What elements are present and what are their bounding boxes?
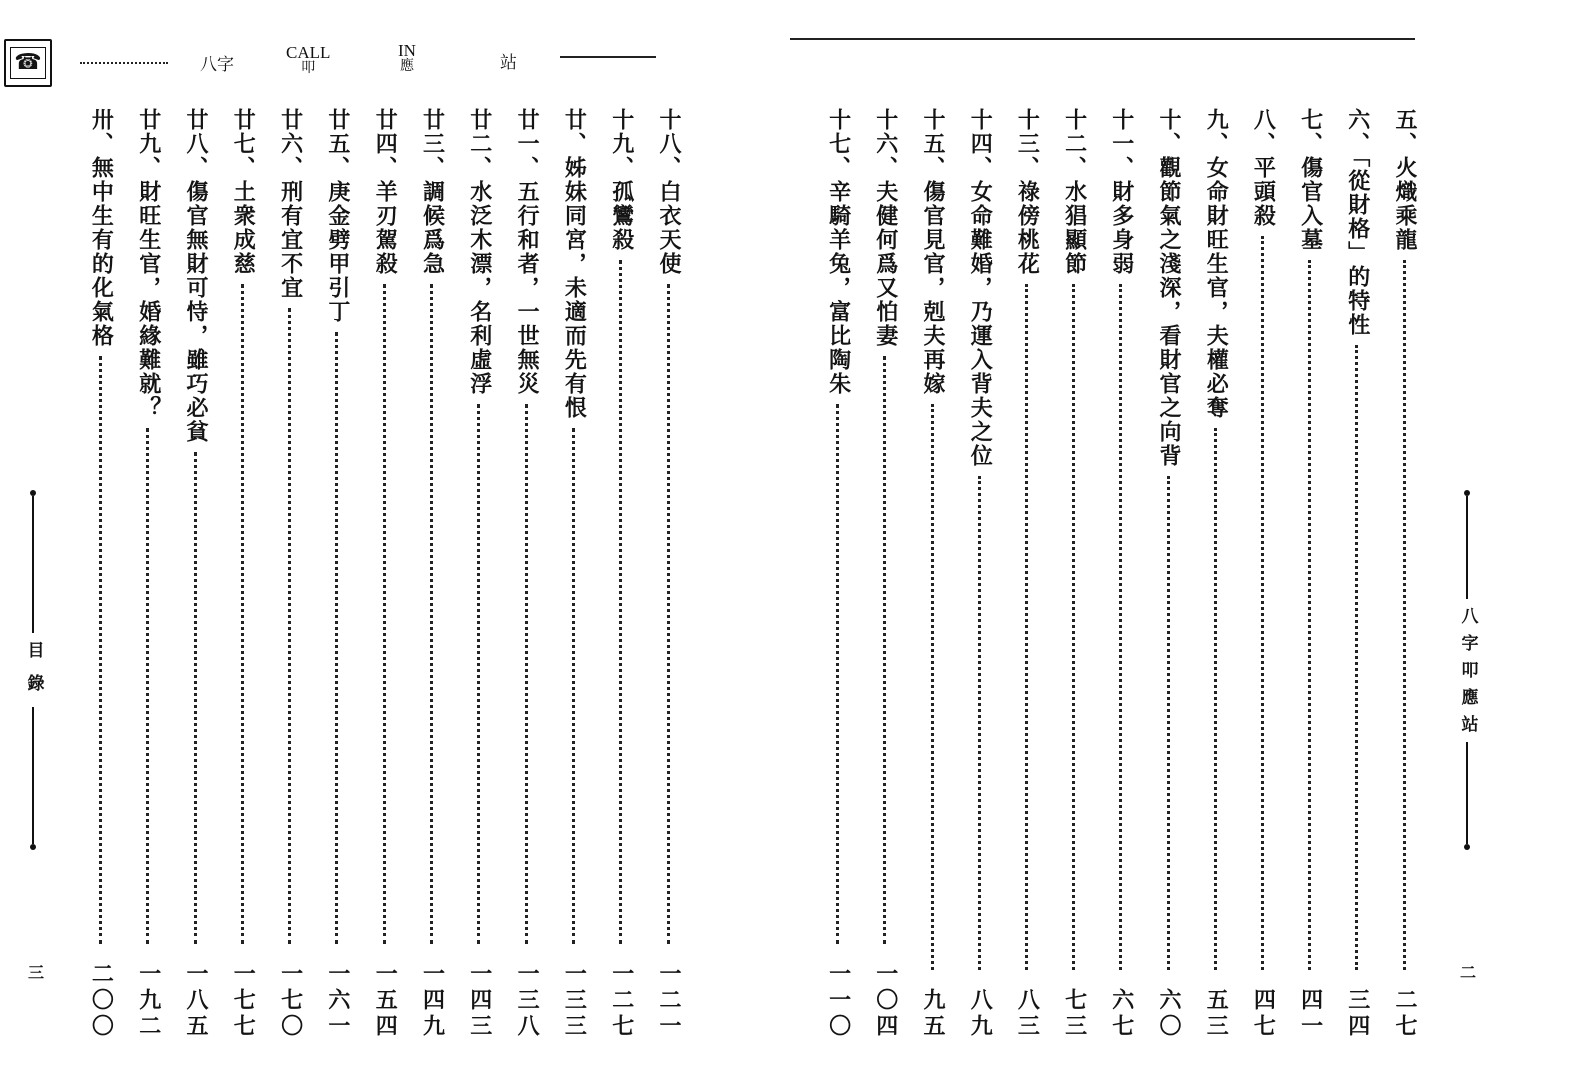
toc-entry: [508, 108, 544, 1040]
toc-entry: [603, 108, 639, 1040]
toc-dot-leader: [525, 404, 528, 944]
toc-entry: [366, 108, 402, 1040]
toc-entry-title: 十五、傷官見官，剋夫再嫁: [920, 108, 945, 396]
toc-entry-title: 廿七、土衆成慈: [230, 108, 256, 276]
toc-entry-title: 廿五、庚金劈甲引丁: [324, 108, 350, 324]
header-book-title: 八字: [200, 55, 234, 75]
header-station: 站: [500, 53, 517, 73]
toc-dot-leader: [1403, 260, 1406, 970]
toc-dot-leader: [931, 404, 934, 970]
toc-entry-page: 一六一: [324, 962, 350, 1040]
toc-entry-page: 一三八: [514, 962, 540, 1040]
toc-entry-title: 卅、無中生有的化氣格: [88, 108, 114, 348]
toc-entry-title: 十三、祿傍桃花: [1014, 108, 1040, 276]
toc-entry-page: 一一〇: [825, 962, 851, 1040]
toc-entry-title: 十六、夫健何爲又怕妻: [872, 108, 898, 348]
toc-entry-title: 八、平頭殺: [1250, 108, 1276, 228]
header-in-word: IN: [398, 41, 416, 60]
toc-entry: [1197, 108, 1233, 1040]
header-call-sub: 叩: [301, 61, 316, 76]
toc-dot-leader: [335, 332, 338, 944]
toc-entry-title: 廿八、傷官無財可恃，雖巧必貧: [183, 108, 208, 444]
toc-entry: [272, 108, 308, 1040]
toc-entry: [961, 108, 997, 1040]
toc-entry-page: 二七: [1392, 988, 1417, 1040]
toc-dot-leader: [572, 428, 575, 944]
toc-dot-leader: [477, 404, 480, 944]
toc-entry-title: 廿四、羊刃駕殺: [372, 108, 398, 276]
toc-entry-title: 十八、白衣天使: [656, 108, 681, 276]
toc-entry: [82, 108, 118, 1040]
toc-entry: [224, 108, 260, 1040]
toc-dot-leader: [1119, 284, 1122, 970]
toc-entry-page: 七三: [1061, 988, 1087, 1040]
toc-entry-page: 八三: [1014, 988, 1040, 1040]
left-side-label: [23, 490, 43, 850]
toc-entry-page: 一二一: [656, 962, 681, 1040]
page-number: 二: [1460, 963, 1477, 982]
toc-entry-title: 廿九、財旺生官，婚緣難就？: [135, 108, 161, 420]
side-label-text: 目錄: [23, 641, 44, 707]
toc-dot-leader: [1167, 476, 1170, 970]
toc-dot-leader: [1072, 284, 1075, 970]
toc-entry: [1339, 108, 1375, 1040]
toc-entry-title: 十九、孤鸞殺: [608, 108, 634, 252]
toc-entry-page: 一四九: [419, 962, 445, 1040]
toc-entry-title: 十、觀節氣之淺深，看財官之向背: [1156, 108, 1181, 468]
toc-entry: [820, 108, 856, 1040]
toc-dot-leader: [1308, 260, 1311, 970]
toc-dot-leader: [1355, 345, 1358, 970]
toc-entry-page: 一三三: [561, 962, 587, 1040]
toc-dot-leader: [1261, 236, 1264, 970]
right-side-label: [1457, 490, 1477, 850]
header-call: [286, 44, 330, 76]
header-call-word: CALL: [286, 43, 331, 62]
header-in-sub: 應: [399, 59, 414, 74]
toc-entry-title: 廿六、刑有宜不宜: [277, 108, 303, 300]
toc-dot-leader: [1025, 284, 1028, 970]
toc-entry: [1244, 108, 1280, 1040]
toc-entry-title: 廿二、水泛木漂，名利虛浮: [466, 108, 492, 396]
header-in: [398, 42, 416, 74]
toc-entry-title: 九、女命財旺生官，夫權必奪: [1203, 108, 1229, 420]
right-header-rule: [790, 38, 1415, 40]
toc-entry-page: 五三: [1203, 988, 1229, 1040]
toc-dot-leader: [883, 356, 886, 944]
toc-entry: [1103, 108, 1139, 1040]
header-dotted-rule: [80, 62, 168, 64]
toc-entry: [414, 108, 450, 1040]
toc-entry-title: 廿一、五行和者，一世無災: [514, 108, 540, 396]
toc-dot-leader: [667, 284, 670, 944]
toc-entry: [650, 108, 686, 1040]
left-page: [0, 0, 760, 1085]
toc-entry: [1292, 108, 1328, 1040]
toc-entry-title: 十二、水猖顯節: [1061, 108, 1087, 276]
toc-entry: [1008, 108, 1044, 1040]
toc-dot-leader: [619, 260, 622, 944]
toc-entry: [555, 108, 591, 1040]
toc-entry: [1150, 108, 1186, 1040]
toc-dot-leader: [99, 356, 102, 944]
toc-entry-page: 一七七: [230, 962, 256, 1040]
page-number: 三: [28, 963, 45, 982]
toc-entry-page: 九五: [920, 988, 945, 1040]
toc-entry-title: 五、火熾乘龍: [1392, 108, 1417, 252]
toc-entry-page: 四七: [1250, 988, 1276, 1040]
header-solid-rule: [560, 56, 656, 58]
toc-dot-leader: [430, 284, 433, 944]
toc-entry-page: 一四三: [466, 962, 492, 1040]
toc-entry: [1056, 108, 1092, 1040]
toc-entry-page: 四一: [1297, 988, 1323, 1040]
phone-badge: [4, 39, 52, 87]
toc-entry: [914, 108, 950, 1040]
toc-entry-title: 廿、姊妹同宮，未適而先有恨: [561, 108, 587, 420]
phone-icon: ☎: [10, 47, 46, 79]
toc-entry: [461, 108, 497, 1040]
toc-dot-leader: [241, 284, 244, 944]
toc-entry-title: 十一、財多身弱: [1108, 108, 1134, 276]
toc-entry: [867, 108, 903, 1040]
toc-entry-page: 六〇: [1156, 988, 1181, 1040]
toc-dot-leader: [978, 476, 981, 970]
toc-dot-leader: [1214, 428, 1217, 970]
toc-entry: [319, 108, 355, 1040]
toc-entry: [1386, 108, 1422, 1040]
toc-entry-page: 一九二: [135, 962, 161, 1040]
toc-dot-leader: [383, 284, 386, 944]
toc-entry-title: 七、傷官入墓: [1297, 108, 1323, 252]
toc-entry-page: 一〇四: [872, 962, 898, 1040]
toc-entry-title: 十四、女命難婚，乃運入背夫之位: [967, 108, 993, 468]
toc-entry: [130, 108, 166, 1040]
toc-entry-page: 一七〇: [277, 962, 303, 1040]
toc-entry-title: 六、「從財格」的特性: [1344, 108, 1370, 337]
toc-entry: [177, 108, 213, 1040]
toc-entry-page: 三四: [1344, 988, 1370, 1040]
toc-dot-leader: [146, 428, 149, 944]
toc-entry-page: 八九: [967, 988, 993, 1040]
toc-entry-page: 二〇〇: [88, 962, 114, 1040]
toc-entry-title: 十七、辛騎羊兔，富比陶朱: [825, 108, 851, 396]
toc-dot-leader: [194, 452, 197, 944]
toc-dot-leader: [836, 404, 839, 944]
toc-entry-page: 一二七: [608, 962, 634, 1040]
toc-entry-title: 廿三、調候爲急: [419, 108, 445, 276]
toc-dot-leader: [288, 308, 291, 944]
side-label-text: 八字叩應站: [1457, 606, 1478, 742]
toc-entry-page: 一五四: [372, 962, 398, 1040]
toc-entry-page: 六七: [1108, 988, 1134, 1040]
toc-entry-page: 一八五: [183, 962, 208, 1040]
